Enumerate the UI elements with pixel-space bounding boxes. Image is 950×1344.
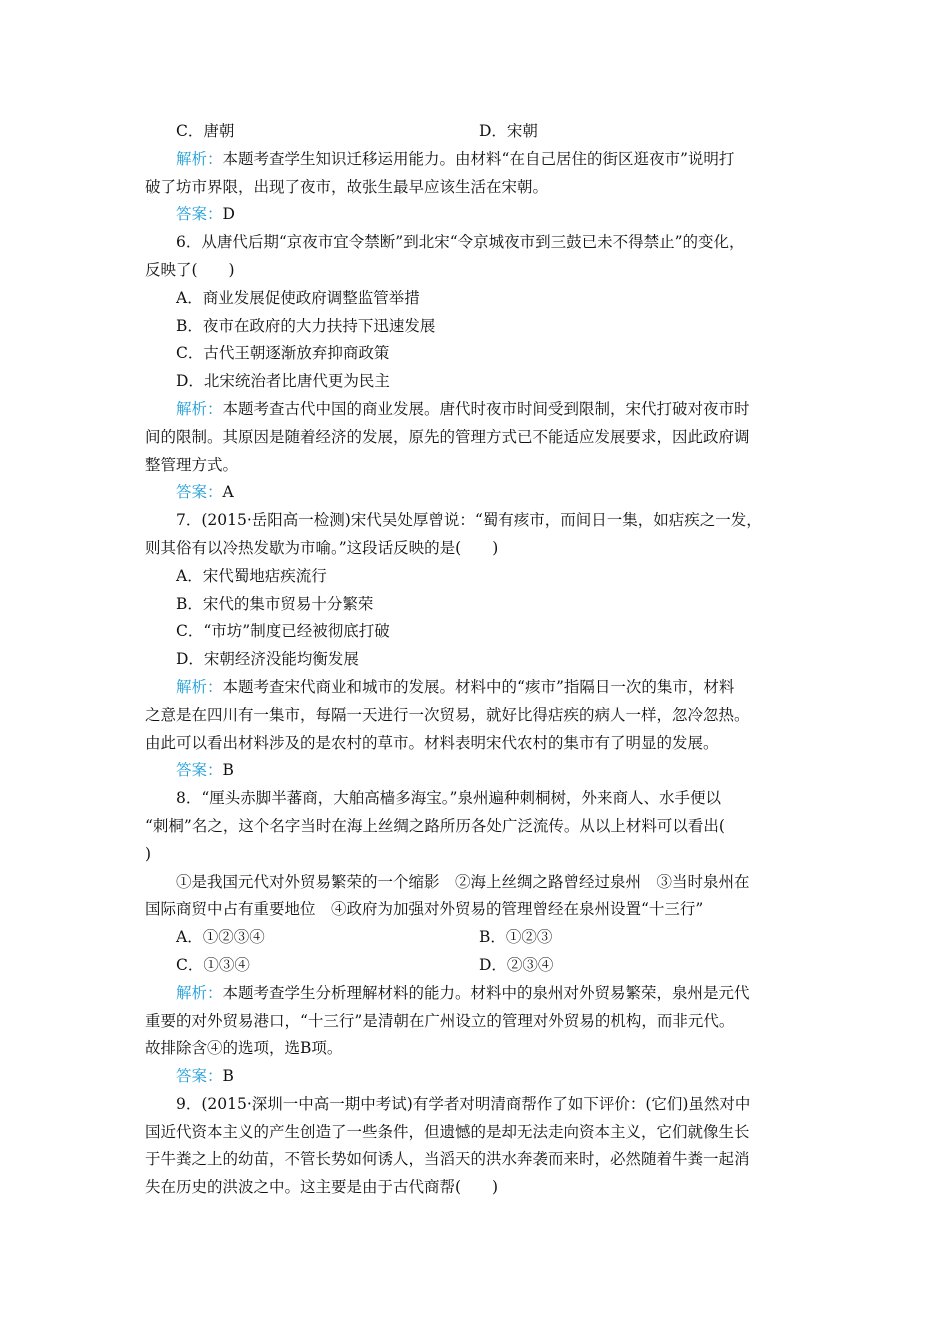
q7-answer — [145, 757, 805, 785]
q6-option-b: B．夜市在政府的大力扶持下迅速发展 — [176, 316, 436, 335]
q7-answer-label: 答案： — [176, 761, 223, 780]
q9-stem-line-2: 国近代资本主义的产生创造了一些条件，但遗憾的是却无法走向资本主义，它们就像生长 — [145, 1122, 750, 1141]
q6-answer-label: 答案： — [176, 483, 223, 502]
document-body — [145, 118, 805, 1202]
q8-analysis-line-2: 重要的对外贸易港口，“十三行”是清朝在广州设立的管理对外贸易的机构，而非元代。 — [145, 1011, 735, 1030]
q8-option-d: D．②③④ — [479, 955, 554, 974]
q7-analysis-label: 解析： — [176, 677, 223, 696]
q8-analysis-line-1 — [145, 980, 805, 1008]
q8-analysis-label: 解析： — [176, 983, 223, 1002]
q7-analysis-line-1 — [145, 674, 805, 702]
q8-option-b: B．①②③ — [479, 928, 553, 947]
q7-analysis-line-3: 由此可以看出材料涉及的是农村的草市。材料表明宋代农村的集市有了明显的发展。 — [145, 733, 719, 752]
q7-option-b: B．宋代的集市贸易十分繁荣 — [176, 594, 374, 613]
q5-option-d: D．宋朝 — [479, 122, 538, 140]
q8-items-line-1: ①是我国元代对外贸易繁荣的一个缩影 ②海上丝绸之路曾经过泉州 ③当时泉州在 — [176, 872, 750, 891]
q7-analysis-line-2: 之意是在四川有一集市，每隔一天进行一次贸易，就好比得痁疾的病人一样，忽冷忽热。 — [145, 705, 750, 724]
q7-answer-value: B — [222, 761, 234, 780]
q5-analysis-line-1 — [145, 146, 805, 174]
q6-option-c: C．古代王朝逐渐放弃抑商政策 — [176, 344, 390, 363]
q7-option-a: A．宋代蜀地痁疾流行 — [176, 566, 327, 585]
q6-option-a: A．商业发展促使政府调整监管举措 — [176, 288, 420, 307]
q9-stem-line-1: 9．(2015·深圳一中高一期中考试)有学者对明清商帮作了如下评价：(它们)虽然对中 — [176, 1094, 751, 1113]
q8-items-line-2: 国际商贸中占有重要地位 ④政府为加强对外贸易的管理曾经在泉州设置“十三行” — [145, 900, 704, 919]
q9-stem-line-4: 失在历史的洪波之中。这主要是由于古代商帮( ) — [145, 1178, 499, 1197]
q6-answer — [145, 479, 805, 507]
q5-option-c: C．唐朝 — [176, 122, 235, 140]
q5-analysis-line-2: 破了坊市界限，出现了夜市，故张生最早应该生活在宋朝。 — [145, 177, 549, 196]
q9-stem-line-3: 于牛粪之上的幼苗，不管长势如何诱人，当滔天的洪水奔袭而来时，必然随着牛粪一起消 — [145, 1150, 750, 1169]
q7-option-d: D．宋朝经济没能均衡发展 — [176, 650, 359, 669]
q5-answer-label: 答案： — [176, 205, 223, 224]
q8-stem-line-1: 8．“厘头赤脚半蕃商，大舶高樯多海宝。”泉州遍种刺桐树，外来商人、水手便以 — [176, 789, 721, 808]
q7-option-c: C．“市坊”制度已经被彻底打破 — [176, 622, 390, 641]
q8-option-a: A．①②③④ — [176, 928, 265, 947]
q6-option-d: D．北宋统治者比唐代更为民主 — [176, 372, 390, 391]
q7-stem-line-1: 7．(2015·岳阳高一检测)宋代吴处厚曾说：“蜀有痎市，而间日一集，如痁疾之一发， — [176, 511, 762, 530]
q7-stem-line-2: 则其俗有以冷热发歇为市喻。”这段话反映的是( ) — [145, 538, 499, 557]
q6-analysis-label: 解析： — [176, 399, 223, 418]
q8-answer-label: 答案： — [176, 1067, 223, 1086]
q5-analysis-text-1: 本题考查学生知识迁移运用能力。由材料“在自己居住的街区逛夜市”说明打 — [222, 149, 735, 168]
q8-stem-line-2: “刺桐”名之，这个名字当时在海上丝绸之路所历各处广泛流传。从以上材料可以看出( — [145, 816, 725, 835]
q6-analysis-line-2: 间的限制。其原因是随着经济的发展，原先的管理方式已不能适应发展要求，因此政府调 — [145, 427, 750, 446]
q5-answer-value: D — [222, 205, 235, 224]
q8-stem-line-3: ) — [145, 844, 152, 863]
q6-analysis-line-1 — [145, 396, 805, 424]
q6-stem-line-1: 6．从唐代后期“京夜市宜令禁断”到北宋“令京城夜市到三鼓已未不得禁止”的变化， — [176, 233, 745, 252]
q8-analysis-text-1: 本题考查学生分析理解材料的能力。材料中的泉州对外贸易繁荣，泉州是元代 — [222, 983, 750, 1002]
q7-analysis-text-1: 本题考查宋代商业和城市的发展。材料中的“痎市”指隔日一次的集市，材料 — [222, 677, 735, 696]
q6-stem-line-2: 反映了( ) — [145, 260, 235, 279]
q8-option-c: C．①③④ — [176, 955, 250, 974]
q6-answer-value: A — [222, 483, 234, 502]
q6-analysis-line-3: 整管理方式。 — [145, 455, 239, 474]
q8-options-cd — [145, 952, 805, 980]
q6-analysis-text-1: 本题考查古代中国的商业发展。唐代时夜市时间受到限制，宋代打破对夜市时 — [222, 399, 750, 418]
q8-answer — [145, 1063, 805, 1091]
q5-options-cd — [145, 118, 805, 146]
q5-analysis-label: 解析： — [176, 149, 223, 168]
q8-analysis-line-3: 故排除含④的选项，选B项。 — [145, 1039, 343, 1058]
q8-answer-value: B — [222, 1067, 234, 1086]
q5-answer — [145, 201, 805, 229]
q8-options-ab — [145, 924, 805, 952]
